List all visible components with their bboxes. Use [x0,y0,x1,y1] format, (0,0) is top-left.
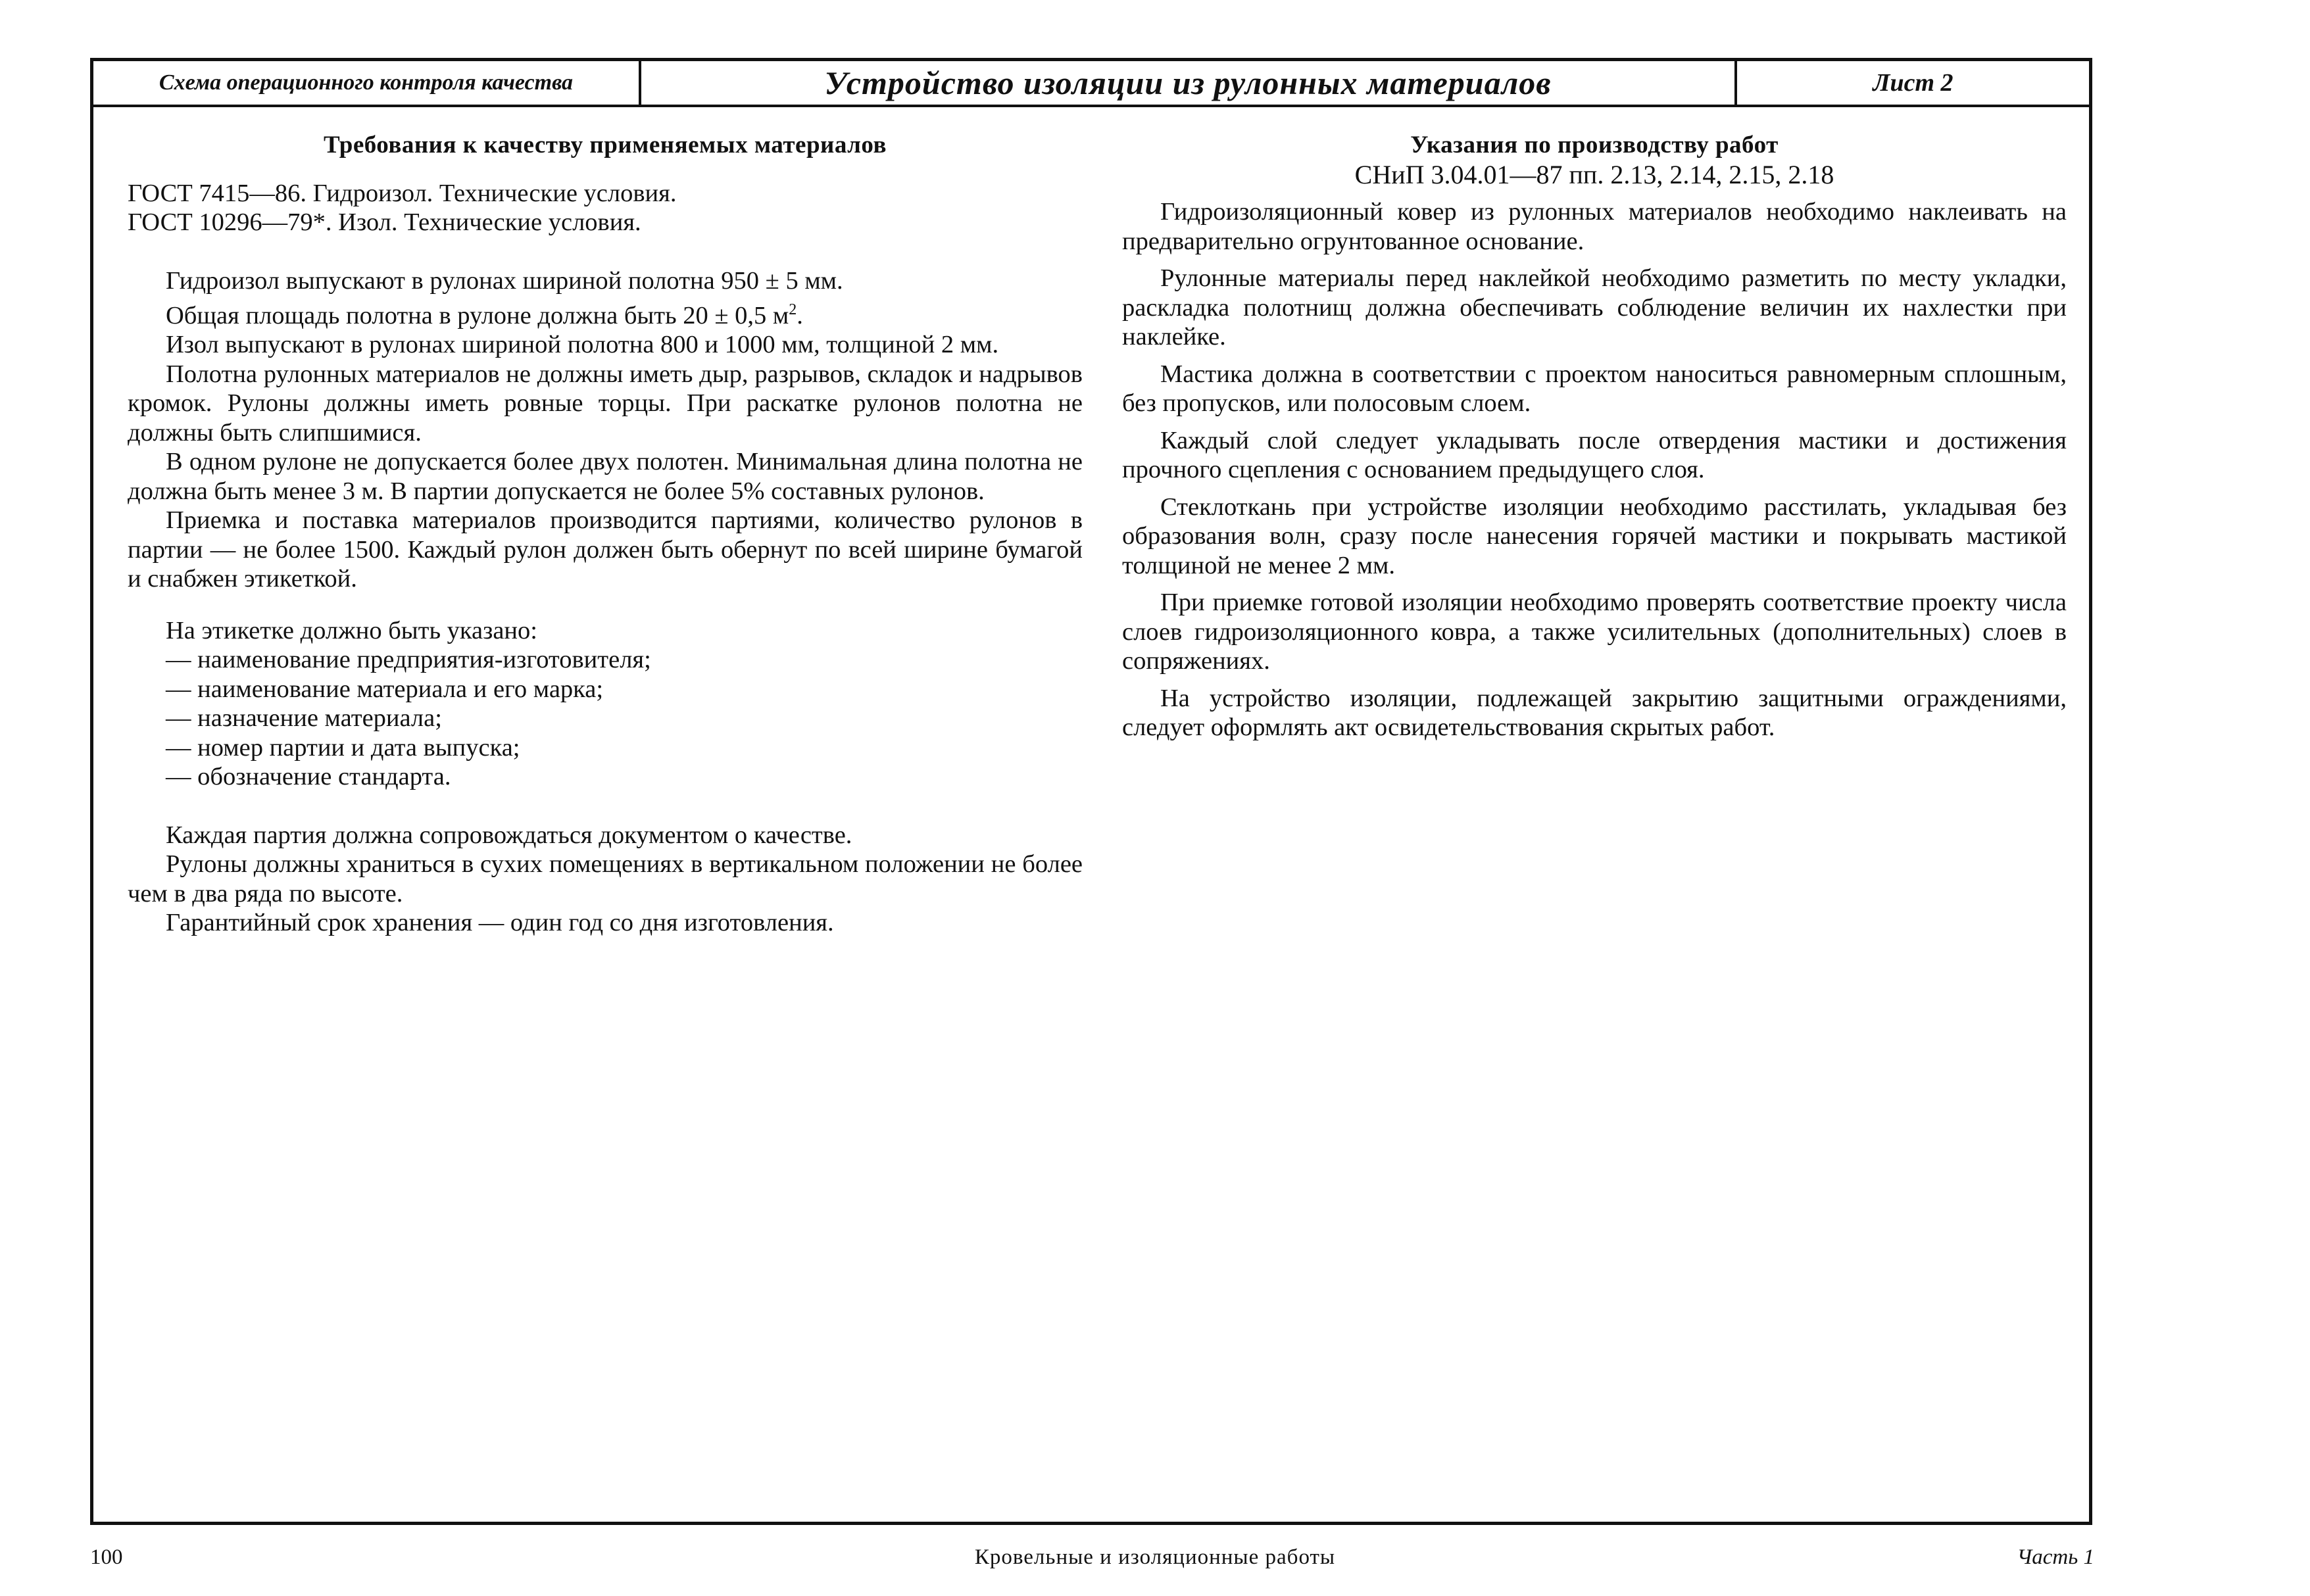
paragraph: На устройство изоляции, подлежащей закрытию защитными ограждениями, следует оформлять акт освидетельствования скрытых работ. [1122,684,2067,741]
label-intro: На этикетке должно быть указано: [166,616,537,644]
paragraph: Мастика должна в соответствии с проектом наноситься равномерным сплошным, без пропусков, или полосовым слоем. [1122,360,2067,417]
standard-line: ГОСТ 10296—79*. Изол. Технические условия. [128,208,641,236]
list-item: — назначение материала; [166,704,442,733]
paragraph: Изол выпускают в рулонах шириной полотна 800 и 1000 мм, толщиной 2 мм. [166,331,999,359]
paragraph: Рулоны должны храниться в сухих помещениях в вертикальном положении не более чем в два ряда по высоте. [128,850,1083,907]
part-label: Часть 1 [2017,1545,2094,1569]
book-title: Кровельные и изоляционные работы [974,1545,1336,1569]
paragraph: Полотна рулонных материалов не должны иметь дыр, разрывов, складок и надрывов кромок. Рулоны должны иметь ровные торцы. При раскатке рулонов полотна не должны быть слипшимися. [128,360,1083,447]
header-title: Устройство изоляции из рулонных материалов [641,61,1737,105]
paragraph: Рулонные материалы перед наклейкой необходимо разметить по месту укладки, раскладка полотнищ должна обеспечивать соблюдение величин их нахлестки при наклейке. [1122,264,2067,351]
standard-line: ГОСТ 7415—86. Гидроизол. Технические условия. [128,179,677,207]
paragraph: Каждый слой следует укладывать после отвердения мастики и достижения прочного сцепления с основанием предыдущего слоя. [1122,426,2067,483]
paragraph-area [128,295,1083,330]
right-column [1122,131,2067,750]
header-sheet-number: Лист 2 [1873,69,1954,97]
left-heading: Требования к качеству применяемых материалов [324,132,887,158]
paragraph: Гарантийный срок хранения — один год со дня изготовления. [166,909,834,937]
right-subheading: СНиП 3.04.01—87 пп. 2.13, 2.14, 2.15, 2.18 [1354,159,1834,189]
paragraph: Гидроизоляционный ковер из рулонных материалов необходимо наклеивать на предварительно огрунтованное основание. [1122,198,2067,255]
header-row [93,61,2089,107]
paragraph: В одном рулоне не допускается более двух полотен. Минимальная длина полотна не должна быть менее 3 м. В партии допускается не более 5% составных рулонов. [128,448,1083,505]
left-column [128,131,1083,938]
paragraph: Каждая партия должна сопровождаться документом о качестве. [166,821,852,849]
paragraph-text: Общая площадь полотна в рулоне должна быть 20 ± 0,5 м [166,301,789,329]
superscript: 2 [789,301,797,318]
paragraph-end: . [797,301,803,329]
paragraph: При приемке готовой изоляции необходимо проверять соответствие проекту числа слоев гидроизоляционного ковра, а также усилительных (дополнительных) слоев в сопряжениях. [1122,589,2067,675]
paragraph: Стеклоткань при устройстве изоляции необходимо расстилать, укладывая без образования волн, сразу после нанесения горячей мастики и покрывать мастикой толщиной не менее 2 мм. [1122,493,2067,579]
paragraph: Гидроизол выпускают в рулонах шириной полотна 950 ± 5 мм. [166,266,843,295]
list-item: — наименование предприятия-изготовителя; [166,646,651,674]
right-heading: Указания по производству работ [1410,132,1779,158]
document-sheet [90,58,2092,1525]
page-number: 100 [90,1545,123,1569]
paragraph: Приемка и поставка материалов производится партиями, количество рулонов в партии — не более 1500. Каждый рулон должен быть обернут по всей ширине бумагой и снабжен этикеткой. [128,506,1083,593]
header-scheme-label: Схема операционного контроля качества [93,61,641,105]
list-item: — наименование материала и его марка; [166,675,604,703]
list-item: — номер партии и дата выпуска; [166,733,520,762]
list-item: — обозначение стандарта. [166,763,451,791]
